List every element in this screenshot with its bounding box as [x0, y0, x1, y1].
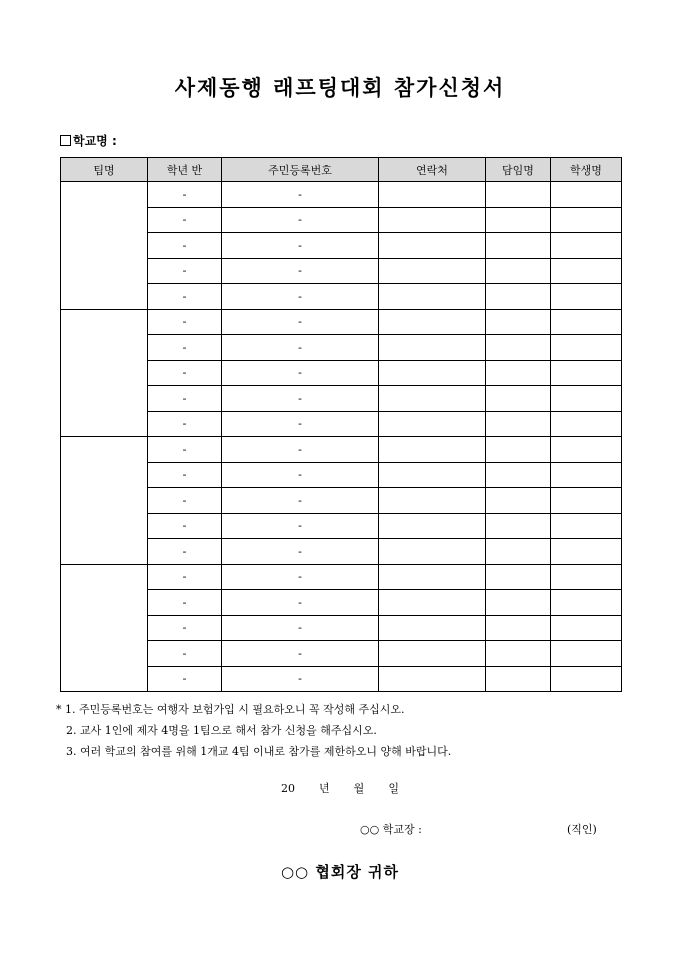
student-name-cell[interactable] [551, 590, 622, 616]
resident-number-cell[interactable]: - [222, 590, 379, 616]
date-month-unit: 월 [353, 782, 365, 795]
homeroom-teacher-cell[interactable] [486, 666, 551, 692]
team-name-cell[interactable] [61, 182, 148, 310]
homeroom-teacher-cell[interactable] [486, 615, 551, 641]
resident-number-cell[interactable]: - [222, 564, 379, 590]
resident-number-cell[interactable]: - [222, 182, 379, 208]
homeroom-teacher-cell[interactable] [486, 590, 551, 616]
resident-number-cell[interactable]: - [222, 309, 379, 335]
homeroom-teacher-cell[interactable] [486, 284, 551, 310]
student-name-cell[interactable] [551, 564, 622, 590]
grade-class-cell[interactable]: - [148, 233, 222, 259]
contact-cell[interactable] [379, 411, 486, 437]
homeroom-teacher-cell[interactable] [486, 386, 551, 412]
homeroom-teacher-cell[interactable] [486, 335, 551, 361]
homeroom-teacher-cell[interactable] [486, 488, 551, 514]
contact-cell[interactable] [379, 641, 486, 667]
homeroom-teacher-cell[interactable] [486, 207, 551, 233]
contact-cell[interactable] [379, 309, 486, 335]
student-name-cell[interactable] [551, 437, 622, 463]
principal-signature-label: ○○ 학교장 : [360, 823, 422, 836]
grade-class-cell[interactable]: - [148, 462, 222, 488]
header-student-name: 학생명 [551, 158, 622, 182]
student-name-cell[interactable] [551, 386, 622, 412]
resident-number-cell[interactable]: - [222, 335, 379, 361]
contact-cell[interactable] [379, 666, 486, 692]
application-table [60, 157, 622, 692]
contact-cell[interactable] [379, 207, 486, 233]
resident-number-cell[interactable]: - [222, 360, 379, 386]
resident-number-cell[interactable]: - [222, 539, 379, 565]
homeroom-teacher-cell[interactable] [486, 513, 551, 539]
note-1: * 1. 주민등록번호는 여행자 보험가입 시 필요하오니 꼭 작성해 주십시오. [56, 703, 405, 716]
student-name-cell[interactable] [551, 182, 622, 208]
notes-section [56, 699, 451, 762]
table-row [61, 309, 622, 335]
note-3: 3. 여러 학교의 참여를 위해 1개교 4팀 이내로 참가를 제한하오니 양해 바랍니다. [66, 745, 452, 758]
grade-class-cell[interactable]: - [148, 386, 222, 412]
student-name-cell[interactable] [551, 309, 622, 335]
contact-cell[interactable] [379, 335, 486, 361]
resident-number-cell[interactable]: - [222, 641, 379, 667]
header-resident-number: 주민등록번호 [222, 158, 379, 182]
resident-number-cell[interactable]: - [222, 462, 379, 488]
school-name-label [60, 132, 117, 149]
resident-number-cell[interactable]: - [222, 615, 379, 641]
table-body [61, 182, 622, 692]
homeroom-teacher-cell[interactable] [486, 641, 551, 667]
team-name-cell[interactable] [61, 437, 148, 565]
grade-class-cell[interactable]: - [148, 666, 222, 692]
resident-number-cell[interactable]: - [222, 666, 379, 692]
date-line [0, 780, 680, 796]
homeroom-teacher-cell[interactable] [486, 539, 551, 565]
grade-class-cell[interactable]: - [148, 309, 222, 335]
contact-cell[interactable] [379, 233, 486, 259]
student-name-cell[interactable] [551, 411, 622, 437]
student-name-cell[interactable] [551, 513, 622, 539]
grade-class-cell[interactable]: - [148, 284, 222, 310]
contact-cell[interactable] [379, 539, 486, 565]
official-seal-label: (직인) [567, 823, 597, 836]
grade-class-cell[interactable]: - [148, 590, 222, 616]
contact-cell[interactable] [379, 437, 486, 463]
homeroom-teacher-cell[interactable] [486, 462, 551, 488]
student-name-cell[interactable] [551, 335, 622, 361]
header-contact: 연락처 [379, 158, 486, 182]
resident-number-cell[interactable]: - [222, 258, 379, 284]
homeroom-teacher-cell[interactable] [486, 411, 551, 437]
grade-class-cell[interactable]: - [148, 615, 222, 641]
grade-class-cell[interactable]: - [148, 360, 222, 386]
resident-number-cell[interactable]: - [222, 233, 379, 259]
student-name-cell[interactable] [551, 462, 622, 488]
student-name-cell[interactable] [551, 284, 622, 310]
table-header-row [61, 158, 622, 182]
table-row [61, 437, 622, 463]
grade-class-cell[interactable]: - [148, 488, 222, 514]
team-name-cell[interactable] [61, 564, 148, 692]
contact-cell[interactable] [379, 386, 486, 412]
homeroom-teacher-cell[interactable] [486, 360, 551, 386]
resident-number-cell[interactable]: - [222, 386, 379, 412]
date-year-prefix: 20 [281, 782, 296, 795]
student-name-cell[interactable] [551, 539, 622, 565]
contact-cell[interactable] [379, 590, 486, 616]
resident-number-cell[interactable]: - [222, 488, 379, 514]
contact-cell[interactable] [379, 513, 486, 539]
checkbox-square-icon [60, 135, 71, 146]
contact-cell[interactable] [379, 564, 486, 590]
grade-class-cell[interactable]: - [148, 411, 222, 437]
homeroom-teacher-cell[interactable] [486, 258, 551, 284]
contact-cell[interactable] [379, 258, 486, 284]
student-name-cell[interactable] [551, 615, 622, 641]
grade-class-cell[interactable]: - [148, 335, 222, 361]
resident-number-cell[interactable]: - [222, 207, 379, 233]
student-name-cell[interactable] [551, 488, 622, 514]
resident-number-cell[interactable]: - [222, 437, 379, 463]
table-row [61, 182, 622, 208]
homeroom-teacher-cell[interactable] [486, 437, 551, 463]
header-grade-class: 학년 반 [148, 158, 222, 182]
contact-cell[interactable] [379, 284, 486, 310]
student-name-cell[interactable] [551, 233, 622, 259]
homeroom-teacher-cell[interactable] [486, 564, 551, 590]
student-name-cell[interactable] [551, 360, 622, 386]
resident-number-cell[interactable]: - [222, 411, 379, 437]
grade-class-cell[interactable]: - [148, 513, 222, 539]
school-name-label-text: 학교명 : [73, 134, 117, 148]
contact-cell[interactable] [379, 488, 486, 514]
addressee: ○○ 협회장 귀하 [280, 863, 400, 881]
date-day-unit: 일 [388, 782, 399, 795]
contact-cell[interactable] [379, 360, 486, 386]
header-homeroom-teacher: 담임명 [486, 158, 551, 182]
team-name-cell[interactable] [61, 309, 148, 437]
student-name-cell[interactable] [551, 666, 622, 692]
page-title: 사제동행 래프팅대회 참가신청서 [174, 75, 506, 100]
homeroom-teacher-cell[interactable] [486, 182, 551, 208]
student-name-cell[interactable] [551, 207, 622, 233]
contact-cell[interactable] [379, 462, 486, 488]
student-name-cell[interactable] [551, 258, 622, 284]
contact-cell[interactable] [379, 615, 486, 641]
grade-class-cell[interactable]: - [148, 258, 222, 284]
student-name-cell[interactable] [551, 641, 622, 667]
grade-class-cell[interactable]: - [148, 539, 222, 565]
resident-number-cell[interactable]: - [222, 284, 379, 310]
grade-class-cell[interactable]: - [148, 207, 222, 233]
grade-class-cell[interactable]: - [148, 641, 222, 667]
grade-class-cell[interactable]: - [148, 437, 222, 463]
contact-cell[interactable] [379, 182, 486, 208]
grade-class-cell[interactable]: - [148, 182, 222, 208]
header-team-name: 팀명 [61, 158, 148, 182]
grade-class-cell[interactable]: - [148, 564, 222, 590]
date-year-unit: 년 [319, 782, 330, 795]
note-2: 2. 교사 1인에 제자 4명을 1팀으로 해서 참가 신청을 해주십시오. [66, 724, 377, 737]
table-row [61, 564, 622, 590]
resident-number-cell[interactable]: - [222, 513, 379, 539]
homeroom-teacher-cell[interactable] [486, 233, 551, 259]
homeroom-teacher-cell[interactable] [486, 309, 551, 335]
